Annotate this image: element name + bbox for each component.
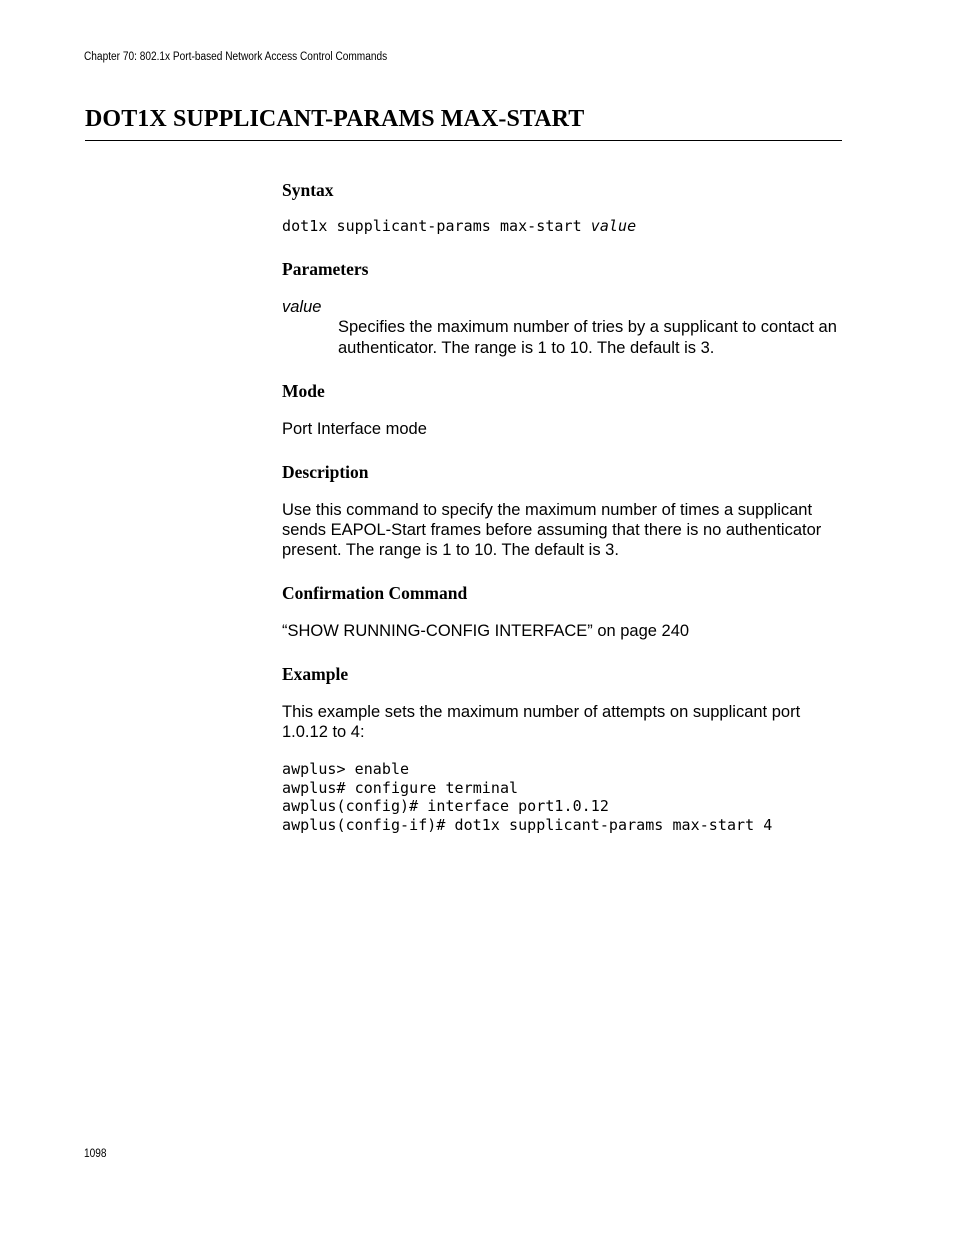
- parameter-term: value: [282, 298, 322, 316]
- page-number: 1098: [84, 1148, 107, 1160]
- parameters-heading: Parameters: [282, 259, 369, 279]
- title-rule: [85, 140, 842, 141]
- parameter-description: Specifies the maximum number of tries by a supplicant to contact an authenticator. The range is 1 to 10. The default is 3.: [338, 318, 837, 357]
- example-heading: Example: [282, 664, 349, 684]
- code-line: awplus# configure terminal: [282, 778, 519, 797]
- code-line: awplus(config)# interface port1.0.12: [282, 797, 609, 816]
- syntax-heading: Syntax: [282, 180, 334, 200]
- page-title: DOT1X SUPPLICANT-PARAMS MAX-START: [85, 106, 585, 132]
- syntax-argument: value: [590, 217, 637, 235]
- syntax-command: [282, 217, 636, 236]
- example-text: This example sets the maximum number of attempts on supplicant port 1.0.12 to 4:: [282, 703, 801, 741]
- confirmation-command-link[interactable]: “SHOW RUNNING-CONFIG INTERFACE” on page 240: [282, 622, 690, 640]
- description-text: Use this command to specify the maximum number of times a supplicant sends EAPOL-Start frames before assuming that there is no authenticator present. The range is 1 to 10. The default is 3.: [282, 501, 822, 559]
- mode-text: Port Interface mode: [282, 420, 427, 438]
- confirmation-heading: Confirmation Command: [282, 583, 468, 603]
- syntax-command-text: dot1x supplicant-params max-start: [282, 217, 582, 235]
- code-line: awplus> enable: [282, 760, 410, 778]
- code-line: awplus(config-if)# dot1x supplicant-params max-start 4: [282, 816, 773, 835]
- running-header: Chapter 70: 802.1x Port-based Network Access Control Commands: [84, 51, 388, 63]
- example-code-block: [282, 760, 772, 835]
- description-heading: Description: [282, 462, 369, 482]
- mode-heading: Mode: [282, 381, 325, 401]
